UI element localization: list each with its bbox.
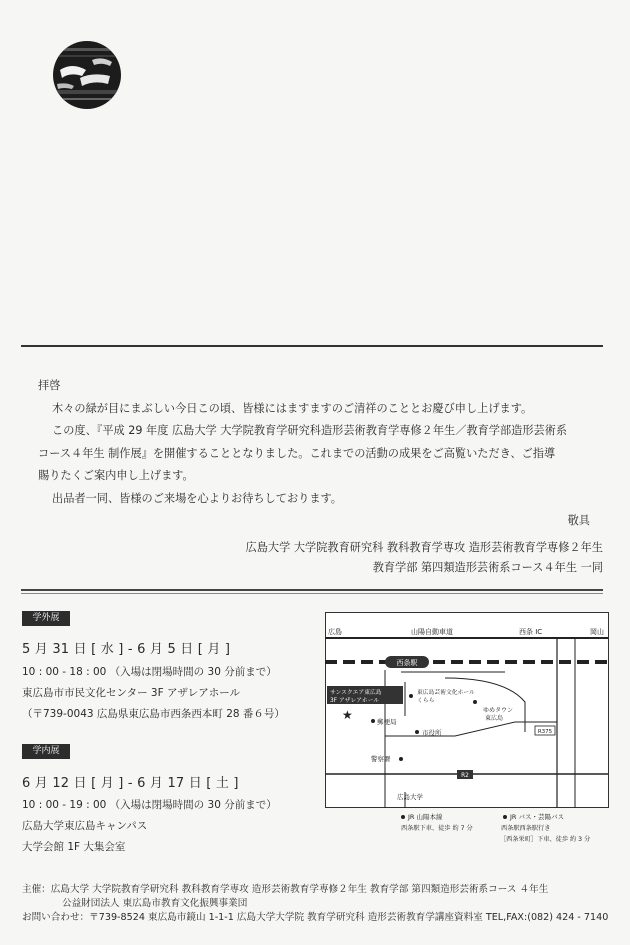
post-office-marker	[371, 719, 375, 723]
inside-exhibition-dates: 6 月 12 日 [ 月 ] - 6 月 17 日 [ 土 ]	[22, 776, 239, 791]
middle-divider	[21, 589, 603, 591]
map-label-expressway: 山陽自動車道	[411, 628, 453, 636]
map-label-hiroshima: 広島	[328, 628, 342, 636]
map-label-r375: R375	[537, 729, 553, 735]
venue-star-icon: ★	[342, 708, 353, 722]
map-label-saijo-ic: 西条 IC	[519, 628, 543, 636]
letter-line: 木々の緑が目にまぶしい今日この頃、皆様にはますますのご清祥のこととお慶び申し上げます。	[52, 401, 533, 415]
map-label-youme-2: 東広島	[485, 715, 504, 722]
signer-line: 広島大学 大学院教育研究科 教科教育学専攻 造形芸術教育学専修２年生	[245, 541, 603, 554]
letter-line: コース４年生 制作展』を開催することとなりました。これまでの活動の成果をご高覧いただき、ご指導	[38, 446, 556, 460]
outside-exhibition-venue: 東広島市市民文化センター 3F アザレアホール	[22, 687, 241, 699]
bus-legend-bullet	[503, 815, 507, 819]
jr-legend-detail: 西条駅下車、徒歩 約 7 分	[401, 825, 473, 832]
jr-legend-title: JR 山陽本線	[408, 813, 443, 821]
outside-exhibition-address: （〒739-0043 広島県東広島市西条西本町 28 番６号）	[22, 708, 285, 720]
map-label-police: 警察署	[371, 755, 391, 763]
jr-legend-bullet	[401, 815, 405, 819]
footer-foundation: 公益財団法人 東広島市教育文化振興事業団	[62, 898, 248, 909]
map-label-culture-hall-1: 東広島芸術文化ホール	[417, 690, 475, 696]
inside-exhibition-tag: 学内展	[22, 744, 70, 759]
map-label-venue-1: サンスクエア東広島	[330, 690, 382, 696]
city-hall-marker	[415, 730, 419, 734]
culture-hall-marker	[409, 694, 413, 698]
footer-host: 主催：広島大学 大学院教育学研究科 教科教育学専攻 造形芸術教育学専修２年生 教育学部 第四類造形芸術系コース ４年生	[22, 884, 549, 895]
footer	[22, 883, 608, 925]
access-map	[325, 612, 609, 850]
inside-exhibition-hours: 10 : 00 - 19 : 00 （入場は閉場時間の 30 分前まで）	[22, 799, 277, 811]
letter-closing: 敬具	[567, 514, 590, 527]
inside-exhibition-venue: 広島大学東広島キャンパス	[22, 820, 148, 832]
bus-legend-detail-2: ［西条栄町］下車、徒歩 約 3 分	[500, 836, 591, 843]
map-label-station: 西条駅	[396, 659, 418, 667]
letter-line: この度、『平成 29 年度 広島大学 大学院教育学研究科造形芸術教育学専修２年生／教育学部造形芸術系	[52, 424, 568, 437]
outside-exhibition-hours: 10 : 00 - 18 : 00 （入場は閉場時間の 30 分前まで）	[22, 666, 277, 678]
map-label-culture-hall-2: くらら	[417, 698, 435, 704]
map-label-university: 広島大学	[397, 793, 423, 801]
middle-divider-thin	[21, 593, 603, 594]
exhibition-logo-icon	[52, 40, 122, 110]
letter-greeting: 拝啓	[38, 379, 61, 392]
outside-exhibition-dates: 5 月 31 日 [ 水 ] - 6 月 5 日 [ 月 ]	[22, 642, 231, 657]
map-label-venue-2: 3F アザレアホール	[330, 698, 380, 704]
map-label-okayama: 岡山	[590, 628, 604, 636]
signer-line: 教育学部 第四類造形芸術系コース４年生 一同	[372, 561, 603, 574]
top-divider	[21, 345, 603, 347]
inside-exhibition-room: 大学会館 1F 大集会室	[22, 841, 126, 853]
bus-legend-detail-1: 西条駅西条駅行き	[501, 825, 551, 832]
bus-legend-title: JR バス・芸陽バス	[510, 813, 564, 821]
map-label-youme-1: ゆめタウン	[483, 707, 514, 714]
greeting-letter	[38, 375, 598, 533]
map-label-city-hall: 市役所	[422, 729, 442, 737]
letter-line: 賜りたくご案内申し上げます。	[38, 469, 194, 482]
letter-line: 出品者一同、皆様のご来場を心よりお待ちしております。	[52, 491, 342, 505]
youme-town-marker	[473, 700, 477, 704]
outside-exhibition-tag: 学外展	[22, 611, 70, 626]
signers	[246, 538, 603, 578]
map-label-r2: R2	[461, 773, 469, 779]
police-marker	[399, 757, 403, 761]
footer-contact: お問い合わせ：〒739-8524 東広島市鏡山 1-1-1 広島大学大学院 教育学研究科 造形芸術教育学講座資料室 TEL,FAX:(082) 424 - 7140	[22, 912, 609, 923]
map-label-post-office: 郵便局	[377, 718, 397, 726]
